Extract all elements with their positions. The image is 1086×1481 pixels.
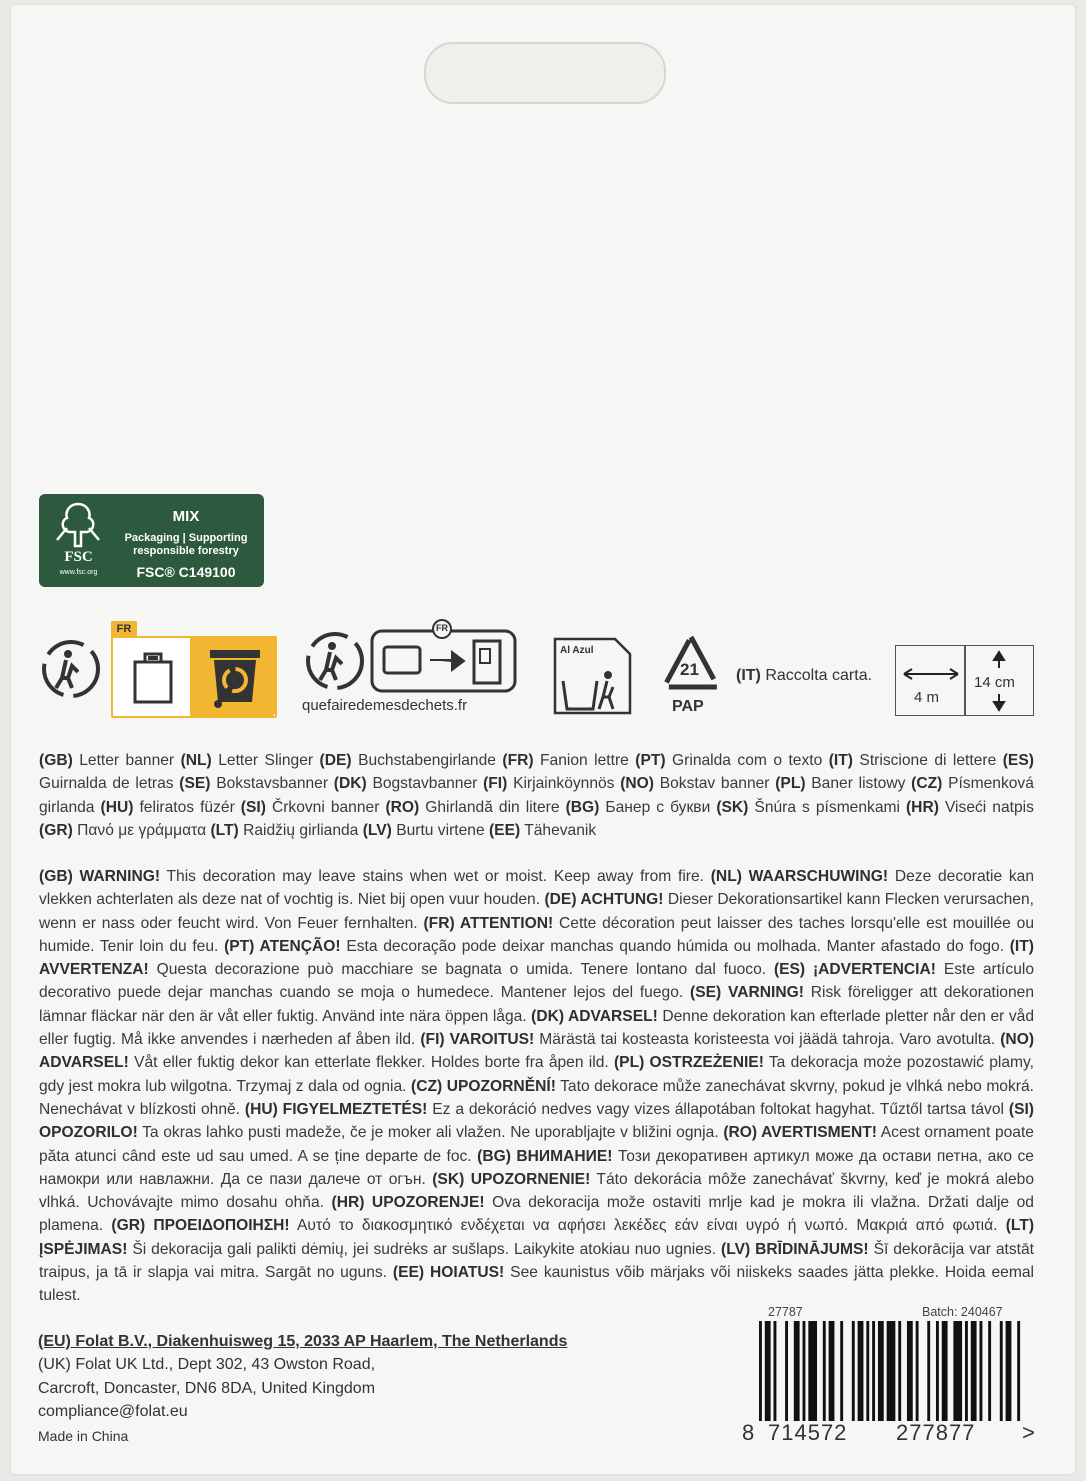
product-name-text: Guirnalda de letras: [39, 775, 174, 793]
width-value: 4 m: [914, 689, 940, 706]
warning-code: (GB) WARNING!: [39, 868, 161, 885]
fsc-tree-icon: [51, 500, 106, 550]
warning-code: (CZ) UPOZORNĚNÍ!: [411, 1077, 556, 1095]
barcode: [759, 1321, 1023, 1421]
warning-code: (NL) WAARSCHUWING!: [710, 868, 889, 885]
product-name-code: (GB): [39, 752, 73, 769]
warnings-paragraph: [39, 865, 1034, 1308]
warning-code: (RO) AVERTISMENT!: [723, 1124, 877, 1142]
warning-code: (SK) UPOZORNENIE!: [432, 1170, 591, 1188]
barcode-bar: [840, 1321, 843, 1421]
product-name-text: Bogstavbanner: [372, 775, 478, 793]
product-name-text: Raidžių girlianda: [243, 821, 359, 839]
product-name-code: (SI): [240, 798, 266, 816]
recycle-code: PAP: [672, 698, 704, 715]
product-name-text: Črkovni banner: [271, 798, 380, 816]
barcode-bar: [808, 1321, 817, 1421]
barcode-bar: [829, 1321, 835, 1421]
product-name-code: (LV): [362, 821, 392, 839]
barcode-bar: [965, 1321, 968, 1421]
warning-text: Αυτό το διακοσμητικό ενδέχεται να αφήσει λεκέδες εάν είναι υγρό ή νωπό. Μακριά από φωτιά.: [297, 1217, 998, 1235]
product-name-code: (RO): [385, 798, 420, 816]
warning-text: Esta decoração pode deixar manchas quando húmida ou molhada. Manter afastado do fogo.: [346, 937, 1005, 955]
barcode-bar: [803, 1321, 806, 1421]
product-name-text: Viseći natpis: [944, 798, 1034, 816]
barcode-first-digit: 8: [742, 1420, 756, 1445]
barcode-bar: [759, 1321, 762, 1421]
item-number: 27787: [768, 1305, 803, 1319]
barcode-bar: [979, 1321, 982, 1421]
product-name-code: (IT): [828, 752, 853, 769]
warning-text: Denne dekoration kan efterlade pletter når den er våd eller fugtig. Må ikke anvendes i nærheden af åben ild.: [39, 1007, 1034, 1049]
warning-code: (HR) UPOZORENJE!: [331, 1194, 485, 1212]
barcode-bar: [823, 1321, 826, 1421]
product-name-text: Šnúra s písmenkami: [754, 798, 900, 816]
product-name-code: (CZ): [911, 775, 943, 793]
barcode-bar: [971, 1321, 977, 1421]
fsc-code: FSC® C149100: [136, 564, 236, 580]
barcode-left-digits: 714572: [768, 1420, 848, 1445]
warning-code: (EE) HOIATUS!: [392, 1264, 505, 1282]
made-in: Made in China: [38, 1428, 129, 1444]
warning-code: (LT) ĮSPĖJIMAS!: [39, 1217, 1035, 1258]
eu-address: (EU) Folat B.V., Diakenhuisweg 15, 2033 AP Haarlem, The Netherlands: [38, 1333, 568, 1350]
batch-number: Batch: 240467: [922, 1305, 1003, 1319]
box-icon: [131, 650, 177, 706]
product-name-text: Ghirlandă din litere: [425, 798, 560, 816]
warning-code: (PT) ATENÇÃO!: [224, 937, 341, 955]
raccolta-text: Raccolta carta.: [765, 667, 873, 684]
warning-code: (SE) VARNING!: [690, 984, 804, 1002]
warning-text: Cette décoration peut laisser des taches lorsqu'elle est mouillée ou humide. Tenir loin du feu.: [39, 914, 1035, 955]
product-name-text: Fanion lettre: [540, 752, 629, 769]
warning-code: (IT) AVVERTENZA!: [39, 937, 1034, 979]
product-name-code: (BG): [565, 798, 600, 816]
recycle-bin-icon: [204, 644, 266, 710]
product-name-code: (ES): [1002, 752, 1034, 769]
product-name-code: (SE): [179, 775, 211, 793]
quefaire-url: quefairedemesdechets.fr: [302, 697, 468, 714]
product-name-text: Baner listowy: [811, 775, 906, 793]
product-name-code: (NO): [620, 775, 654, 793]
warning-text: Märästä tai kosteasta koristeesta voi jäädä tahroja. Varo avotulta.: [539, 1031, 996, 1049]
warning-text: Questa decorazione può macchiare se bagnata o umida. Tenere lontano dal fuoco.: [156, 961, 767, 979]
product-name-code: (FI): [483, 775, 508, 793]
fsc-label: [39, 494, 264, 587]
warning-text: Ši dekoracija gali palikti dėmių, jei sudrėks ar sušlaps. Laikykite atokiau nuo ugnies.: [132, 1240, 717, 1258]
dimensions-box: [895, 645, 1034, 716]
fsc-subtitle-line1: Packaging | Supporting: [124, 532, 248, 544]
product-name-code: (DK): [333, 775, 367, 793]
product-name-text: feliratos füzér: [139, 798, 235, 816]
product-names-paragraph: [39, 749, 1034, 842]
warning-code: (ES) ¡ADVERTENCIA!: [773, 961, 936, 979]
warning-text: Този декоративен артикул може да остави петна, ако се намокри или навлажни. Да се пази далече от огън.: [39, 1147, 1034, 1188]
barcode-bar: [1006, 1321, 1012, 1421]
barcode-bar: [866, 1321, 869, 1421]
barcode-right-digits: 277877: [896, 1420, 976, 1445]
warning-code: (HU) FIGYELMEZTETÉS!: [244, 1100, 428, 1118]
warning-code: (DK) ADVARSEL!: [531, 1007, 658, 1025]
product-name-code: (PT): [635, 752, 666, 769]
tidyman-recycle-icon-2: [302, 628, 368, 694]
width-arrow-icon: [902, 666, 960, 682]
product-name-code: (NL): [180, 752, 212, 769]
warning-code: (FI) VAROITUS!: [420, 1031, 535, 1049]
height-value: 14 cm: [974, 674, 1015, 691]
product-name-code: (FR): [502, 752, 534, 769]
barcode-bar: [878, 1321, 884, 1421]
warning-text: Šī dekorācija var atstāt traipus, ja tā ir slapja vai mitra. Sargāt no uguns.: [39, 1240, 1034, 1282]
warning-code: (SI) OPOZORILO!: [39, 1100, 1034, 1142]
barcode-bar: [765, 1321, 771, 1421]
warning-text: Ez a dekoráció nedves vagy vizes állapotában foltokat hagyhat. Tűztől tartsa távol: [432, 1100, 1004, 1118]
barcode-end-marker: >: [1022, 1420, 1036, 1445]
barcode-bar: [1017, 1321, 1020, 1421]
quefaire-fr-badge: FR: [436, 623, 448, 633]
barcode-bar: [794, 1321, 800, 1421]
recycle-number: 21: [680, 660, 699, 679]
barcode-bar: [898, 1321, 901, 1421]
product-name-code: (GR): [39, 821, 73, 839]
product-name-text: Písmenková girlanda: [39, 775, 1034, 816]
warning-code: (FR) ATTENTION!: [423, 914, 554, 932]
product-name-text: Letter Slinger: [218, 752, 314, 769]
fr-badge: FR: [111, 621, 137, 637]
warning-text: This decoration may leave stains when wet or moist. Keep away from fire.: [166, 868, 704, 885]
warning-code: (NO) ADVARSEL!: [39, 1031, 1035, 1072]
fsc-subtitle: [111, 532, 261, 558]
compliance-email: compliance@folat.eu: [38, 1403, 188, 1420]
uk-address-line2: Carcroft, Doncaster, DN6 8DA, United Kingdom: [38, 1380, 376, 1397]
product-name-code: (HR): [905, 798, 939, 816]
warning-text: Táto dekorácia môže zanechávať škvrny, keď je mokrá alebo vlhká. Uchovávajte mimo dosahu ohňa.: [39, 1170, 1034, 1212]
product-name-text: Buchstabengirlande: [358, 752, 496, 769]
barcode-bar: [872, 1321, 875, 1421]
barcode-bar: [936, 1321, 939, 1421]
product-name-text: Банер с букви: [605, 798, 711, 816]
barcode-bar: [953, 1321, 962, 1421]
warning-text: Tato dekorace může zanechávat skvrny, pokud je vlhká nebo mokrá. Nenechávat v blízkosti ohně.: [39, 1077, 1034, 1118]
warning-text: Risk föreligger att dekorationen lämnar fläckar när den är våt eller fuktig. Använd inte nära öppen låga.: [39, 984, 1034, 1025]
product-name-text: Bokstavsbanner: [216, 775, 329, 793]
barcode-bar: [942, 1321, 948, 1421]
product-name-text: Kirjainköynnös: [513, 775, 615, 793]
warning-text: Deze decoratie kan vlekken achterlaten als deze nat of vochtig is. Niet bij open vuur houden.: [39, 868, 1034, 909]
fsc-logo-text: FSC: [64, 549, 93, 565]
warning-text: Dieser Dekorationsartikel kann Flecken verursachen, wenn er nass oder feucht wird. Von Feuer fernhalten.: [39, 891, 1034, 932]
product-name-code: (HU): [100, 798, 134, 816]
fsc-subtitle-line2: responsible forestry: [133, 545, 239, 557]
product-name-text: Letter banner: [79, 752, 175, 769]
warning-code: (GR) ΠΡΟΕΙΔΟΠΟΙΗΣΗ!: [111, 1217, 290, 1235]
barcode-bar: [916, 1321, 919, 1421]
product-name-code: (DE): [319, 752, 352, 769]
warning-text: Ta dekoracja może pozostawić plamy, gdy jest mokra lub wilgotna. Trzymaj z dala od ognia.: [39, 1054, 1034, 1095]
warning-code: (BG) ВНИМАНИЕ!: [477, 1147, 613, 1165]
warning-text: Acest ornament poate păta atunci când este ud sau umed. A se ține departe de foc.: [39, 1124, 1034, 1165]
barcode-bar: [927, 1321, 930, 1421]
product-name-text: Πανό με γράμματα: [77, 821, 207, 839]
barcode-bar: [785, 1321, 788, 1421]
warning-code: (LV) BRĪDINĀJUMS!: [721, 1240, 869, 1258]
barcode-bar: [858, 1321, 864, 1421]
fsc-mix: MIX: [172, 508, 200, 525]
warning-text: Ova dekoracija može ostaviti mrlje kad je mokra ili vlažna. Držati dalje od plamena.: [39, 1194, 1034, 1235]
raccolta-prefix: (IT): [736, 667, 761, 684]
product-name-text: Tähevanik: [524, 821, 597, 839]
product-name-text: Grinalda com o texto: [672, 752, 823, 769]
warning-text: Este artículo decorativo puede dejar manchas cuando se moja o humedece. Mantener lejos del fuego.: [39, 961, 1034, 1002]
product-name-text: Bokstav banner: [659, 775, 770, 793]
barcode-bar: [774, 1321, 777, 1421]
product-name-code: (LT): [210, 821, 239, 839]
barcode-bar: [1000, 1321, 1003, 1421]
warning-code: (PL) OSTRZEŻENIE!: [613, 1054, 764, 1072]
barcode-bar: [907, 1321, 913, 1421]
warning-text: Våt eller fuktig dekor kan etterlate flekker. Holdes borte fra åpen ild.: [134, 1054, 609, 1072]
barcode-bar: [988, 1321, 991, 1421]
product-name-code: (EE): [488, 821, 521, 839]
al-azul-label: Al Azul: [560, 645, 594, 656]
fsc-url: www.fsc.org: [59, 569, 98, 576]
product-name-text: Striscione di lettere: [859, 752, 997, 769]
product-name-code: (SK): [716, 798, 749, 816]
product-name-code: (PL): [775, 775, 806, 793]
barcode-bar: [887, 1321, 896, 1421]
product-name-text: Burtu virtene: [396, 821, 485, 839]
dimensions-divider: [964, 646, 966, 715]
barcode-bar: [852, 1321, 855, 1421]
hang-hole: [424, 42, 666, 104]
warning-text: See kaunistus võib märjaks või niiskeks saades jätta plekke. Hoida eemal tulest.: [39, 1264, 1034, 1305]
tidyman-recycle-icon: [38, 636, 104, 702]
uk-address-line1: (UK) Folat UK Ltd., Dept 302, 43 Owston Road,: [38, 1356, 376, 1373]
warning-text: Ta okras lahko pusti madeže, če je moker ali vlažen. Ne uporabljajte v bližini ognja.: [142, 1124, 719, 1142]
warning-code: (DE) ACHTUNG!: [544, 891, 664, 909]
raccolta-carta: [736, 667, 872, 685]
